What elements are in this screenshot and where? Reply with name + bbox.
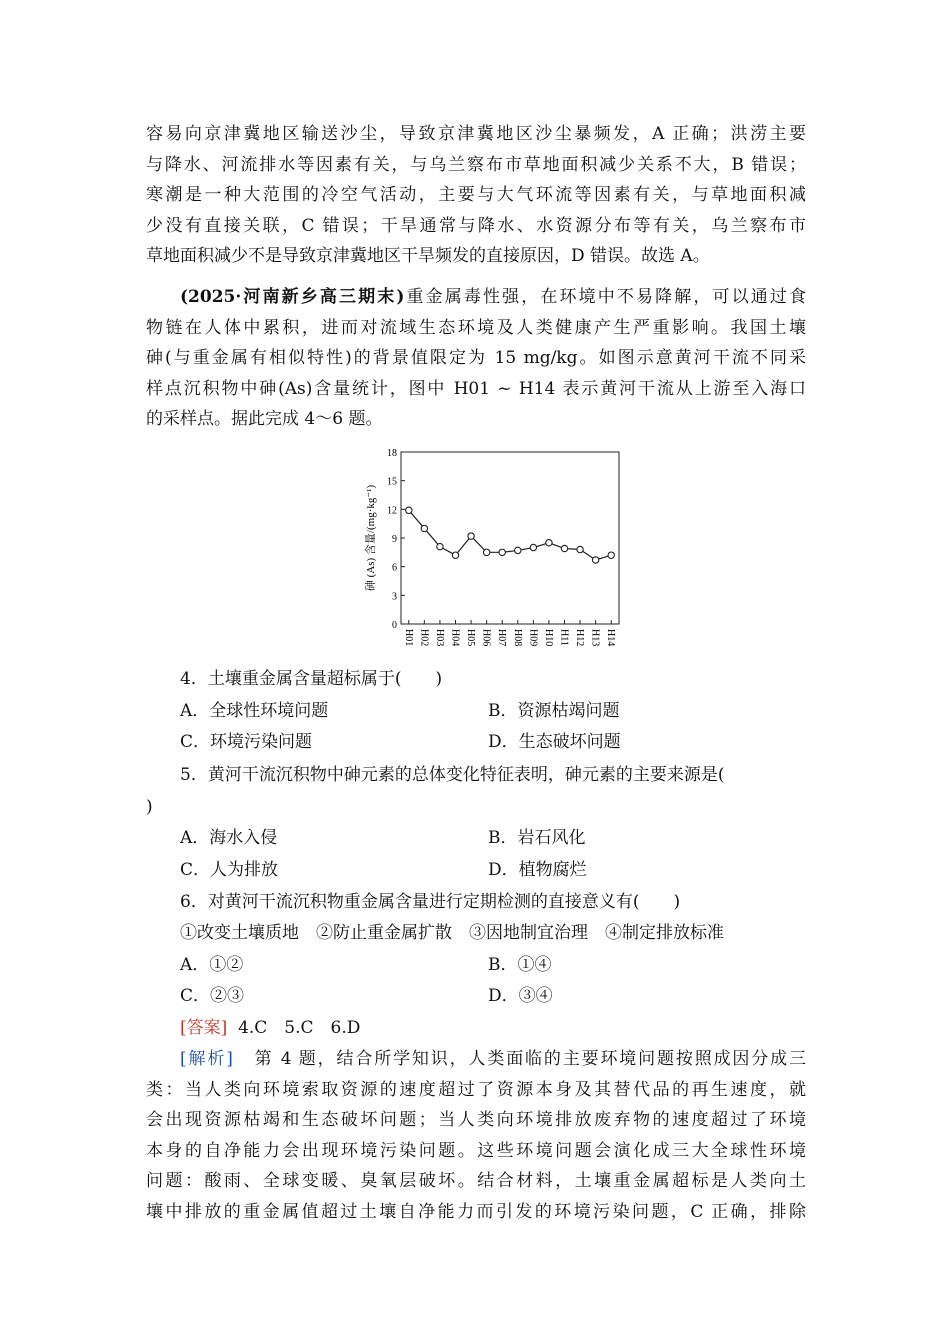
q5-option-c[interactable]: C．人为排放 [180, 860, 279, 880]
text-line: 容易向京津冀地区输送沙尘，导致京津冀地区沙尘暴频发，A 正确；洪涝主要 [146, 124, 806, 144]
data-point-h02 [421, 525, 427, 531]
text-line: 壤中排放的重金属值超过土壤自净能力而引发的环境污染问题，C 正确，排除 [146, 1201, 806, 1222]
y-tick-label: 0 [392, 620, 397, 631]
q5-option-d[interactable]: D．植物腐烂 [488, 860, 587, 880]
x-tick-label: H01 [402, 629, 414, 647]
q4-option-a[interactable]: A．全球性环境问题 [180, 701, 329, 721]
text-line: 与降水、河流排水等因素有关，与乌兰察布市草地面积减少关系不大，B 错误； [146, 154, 806, 175]
q6-option-d[interactable]: D．③④ [488, 986, 553, 1006]
y-axis-label: 砷 (As) 含量/(mg·kg⁻¹) [365, 484, 377, 592]
data-point-h09 [530, 544, 536, 550]
answer-line [180, 1013, 360, 1043]
question-6-stem: 6．对黄河干流沉积物重金属含量进行定期检测的直接意义有( ) [180, 892, 681, 912]
x-tick-label: H11 [558, 629, 570, 646]
analysis-paragraph [146, 1044, 806, 1227]
data-point-h06 [483, 549, 489, 555]
data-point-h13 [592, 557, 598, 563]
q5-option-b[interactable]: B．岩石风化 [488, 828, 586, 848]
text-line: 会出现资源枯竭和生态破坏问题；当人类向环境排放废弃物的速度超过了环境 [146, 1110, 806, 1130]
x-tick-label: H02 [418, 629, 430, 647]
y-axis-ticks [387, 448, 405, 631]
text-line [146, 1044, 806, 1075]
data-point-h08 [515, 547, 521, 553]
q6-option-c[interactable]: C．②③ [180, 986, 245, 1006]
text-line [146, 282, 806, 313]
answer-label: [答案] [180, 1018, 228, 1038]
y-tick-label: 9 [392, 534, 397, 545]
x-tick-label: H06 [480, 629, 492, 647]
text-line: 砷(与重金属有相似特性)的背景值限定为 15 mg/kg。如图示意黄河干流不同采 [146, 348, 806, 368]
analysis-label: [解析] [180, 1049, 233, 1069]
source-tag: (2025·河南新乡高三期末) [180, 287, 405, 307]
y-tick-label: 6 [392, 562, 397, 574]
text-line: 类：当人类向环境索取资源的速度超过了资源本身及其替代品的再生速度，就 [146, 1079, 806, 1100]
x-tick-label: H13 [589, 629, 601, 647]
text-line: 问题：酸雨、全球变暖、臭氧层破坏。结合材料，土壤重金属超标是人类向土 [146, 1171, 806, 1191]
answer-text: 4.C 5.C 6.D [238, 1018, 361, 1038]
data-point-h14 [608, 552, 614, 558]
text-line: 本身的自净能力会出现环境污染问题。这些环境问题会演化成三大全球性环境 [146, 1140, 806, 1161]
y-tick-label: 18 [387, 448, 397, 459]
data-point-h11 [561, 545, 567, 551]
material-paragraph [146, 282, 806, 435]
q6-option-a[interactable]: A．①② [180, 955, 244, 975]
q4-option-c[interactable]: C．环境污染问题 [180, 732, 313, 752]
data-point-h01 [406, 507, 412, 513]
data-points [406, 507, 615, 563]
x-tick-label: H05 [465, 629, 477, 647]
q5-option-a[interactable]: A．海水入侵 [180, 828, 278, 848]
arsenic-line-chart [358, 440, 628, 660]
x-tick-label: H14 [605, 629, 617, 647]
text-segment: 第 4 题，结合所学知识，人类面临的主要环境问题按照成因分成三 [254, 1049, 806, 1069]
q6-statements: ①改变土壤质地 ②防止重金属扩散 ③因地制宜治理 ④制定排放标准 [180, 923, 724, 943]
plot-frame [401, 452, 619, 624]
data-point-h04 [452, 552, 458, 558]
x-tick-label: H07 [496, 629, 508, 647]
text-line: 的采样点。据此完成 4～6 题。 [146, 409, 383, 429]
question-4-stem: 4．土壤重金属含量超标属于( ) [180, 669, 443, 689]
y-tick-label: 15 [387, 476, 397, 488]
y-tick-label: 3 [392, 591, 397, 603]
x-tick-label: H03 [433, 629, 445, 647]
data-point-h03 [437, 543, 443, 549]
data-point-h05 [468, 533, 474, 539]
text-line: 草地面积减少不是导致京津冀地区干旱频发的直接原因，D 错误。故选 A。 [146, 246, 710, 266]
x-tick-label: H08 [511, 629, 523, 647]
question-5-stem-cont: ) [146, 797, 153, 817]
q4-option-b[interactable]: B．资源枯竭问题 [488, 701, 620, 721]
q6-option-b[interactable]: B．①④ [488, 955, 552, 975]
data-point-h07 [499, 549, 505, 555]
text-line: 物链在人体中累积，进而对流域生态环境及人类健康产生严重影响。我国土壤 [146, 317, 806, 338]
text-line: 少没有直接关联，C 错误；干旱通常与降水、水资源分布等有关，乌兰察布市 [146, 215, 806, 236]
data-point-h10 [546, 540, 552, 546]
q4-option-d[interactable]: D．生态破坏问题 [488, 732, 621, 752]
y-tick-label: 12 [387, 505, 397, 517]
text-segment: 重金属毒性强，在环境中不易降解，可以通过食 [404, 287, 806, 307]
x-tick-label: H09 [527, 629, 539, 647]
data-point-h12 [577, 546, 583, 552]
x-tick-label: H10 [542, 629, 554, 647]
question-5-stem: 5．黄河干流沉积物中砷元素的总体变化特征表明，砷元素的主要来源是( [180, 765, 725, 785]
x-tick-label: H04 [449, 629, 461, 647]
x-tick-label: H12 [574, 629, 586, 647]
text-line: 寒潮是一种大范围的冷空气活动，主要与大气环流等因素有关，与草地面积减 [146, 185, 806, 205]
explanation-paragraph [146, 119, 806, 272]
text-line: 样点沉积物中砷(As)含量统计，图中 H01 ~ H14 表示黄河干流从上游至入海口 [146, 378, 806, 399]
